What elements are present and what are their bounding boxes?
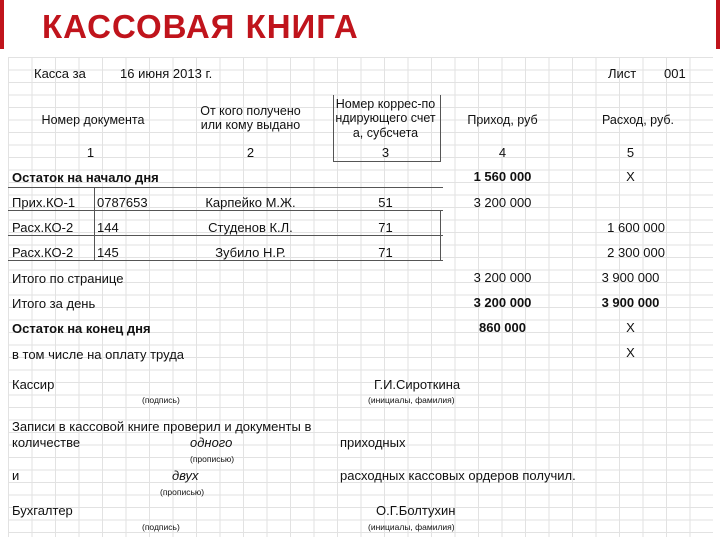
cashier-name: Г.И.Сироткина bbox=[374, 377, 461, 392]
cashier-name-caption: (инициалы, фамилия) bbox=[368, 395, 455, 405]
table-rule bbox=[94, 187, 95, 260]
header-divider bbox=[440, 95, 441, 161]
outgoing-count-caption: (прописью) bbox=[160, 487, 205, 497]
accountant-label: Бухгалтер bbox=[12, 503, 73, 518]
header-divider bbox=[333, 161, 441, 162]
row-1-doc-number: 0787653 bbox=[97, 195, 148, 210]
verification-line-2: количестве bbox=[12, 435, 81, 450]
col-number-3: 3 bbox=[381, 145, 390, 160]
col-number-1: 1 bbox=[86, 145, 95, 160]
day-total-income: 3 200 000 bbox=[473, 295, 532, 310]
row-3-doc-number: 145 bbox=[97, 245, 119, 260]
accountant-sign-caption: (подпись) bbox=[142, 522, 180, 532]
incoming-count-caption: (прописью) bbox=[190, 454, 235, 464]
row-3-expense: 2 300 000 bbox=[607, 245, 665, 260]
day-total-expense: 3 900 000 bbox=[601, 295, 660, 310]
col-header-from-whom: От кого получено или кому выдано bbox=[200, 104, 301, 133]
and-label: и bbox=[12, 468, 20, 483]
opening-income: 1 560 000 bbox=[473, 169, 532, 184]
outgoing-label: расходных кассовых ордеров получил. bbox=[340, 468, 576, 483]
incoming-label: приходных bbox=[340, 435, 406, 450]
closing-label: Остаток на конец дня bbox=[12, 321, 151, 336]
closing-expense: Х bbox=[626, 320, 635, 335]
table-rule bbox=[440, 210, 441, 260]
cashier-sign-caption: (подпись) bbox=[142, 395, 180, 405]
accountant-name: О.Г.Болтухин bbox=[376, 503, 456, 518]
right-accent-bar bbox=[716, 0, 720, 49]
sheet-number: 001 bbox=[664, 66, 686, 81]
col-header-doc-number: Номер документа bbox=[41, 113, 145, 127]
opening-label: Остаток на начало дня bbox=[12, 170, 159, 185]
row-1-account: 51 bbox=[378, 195, 393, 210]
page-total-expense: 3 900 000 bbox=[601, 270, 660, 285]
wages-label: в том числе на оплату труда bbox=[12, 347, 185, 362]
col-number-4: 4 bbox=[498, 145, 507, 160]
row-1-doc-type: Прих.КО-1 bbox=[12, 195, 76, 210]
row-3-account: 71 bbox=[378, 245, 393, 260]
row-1-income: 3 200 000 bbox=[473, 195, 532, 210]
row-2-doc-type: Расх.КО-2 bbox=[12, 220, 74, 235]
row-3-person: Зубило Н.Р. bbox=[215, 245, 286, 260]
col-number-2: 2 bbox=[246, 145, 255, 160]
cashier-label: Кассир bbox=[12, 377, 55, 392]
closing-income: 860 000 bbox=[479, 320, 526, 335]
page-total-label: Итого по странице bbox=[12, 271, 124, 286]
sheet-label: Лист bbox=[608, 66, 637, 81]
page-title: КАССОВАЯ КНИГА bbox=[42, 8, 359, 45]
day-total-label: Итого за день bbox=[12, 296, 96, 311]
outgoing-count: двух bbox=[172, 468, 199, 483]
page-total-income: 3 200 000 bbox=[473, 270, 532, 285]
row-3-doc-type: Расх.КО-2 bbox=[12, 245, 74, 260]
col-number-5: 5 bbox=[626, 145, 635, 160]
row-2-doc-number: 144 bbox=[97, 220, 119, 235]
row-1-person: Карпейко М.Ж. bbox=[205, 195, 296, 210]
kassa-label: Касса за bbox=[34, 66, 86, 81]
row-2-expense: 1 600 000 bbox=[607, 220, 665, 235]
table-rule bbox=[8, 187, 443, 188]
cash-book-form bbox=[8, 57, 713, 537]
kassa-date: 16 июня 2013 г. bbox=[120, 66, 213, 81]
accountant-name-caption: (инициалы, фамилия) bbox=[368, 522, 455, 532]
wages-expense: Х bbox=[626, 345, 635, 360]
opening-expense: Х bbox=[626, 169, 635, 184]
col-header-income: Приход, руб bbox=[467, 113, 538, 127]
col-header-account: Номер коррес-пондирующего счета, субсчета bbox=[335, 97, 436, 140]
col-header-expense: Расход, руб. bbox=[602, 113, 674, 127]
row-2-person: Студенов К.Л. bbox=[208, 220, 293, 235]
incoming-count: одного bbox=[190, 435, 233, 450]
row-2-account: 71 bbox=[378, 220, 393, 235]
verification-line-1: Записи в кассовой книге проверил и документы в bbox=[12, 419, 312, 434]
left-accent-bar bbox=[0, 0, 4, 49]
